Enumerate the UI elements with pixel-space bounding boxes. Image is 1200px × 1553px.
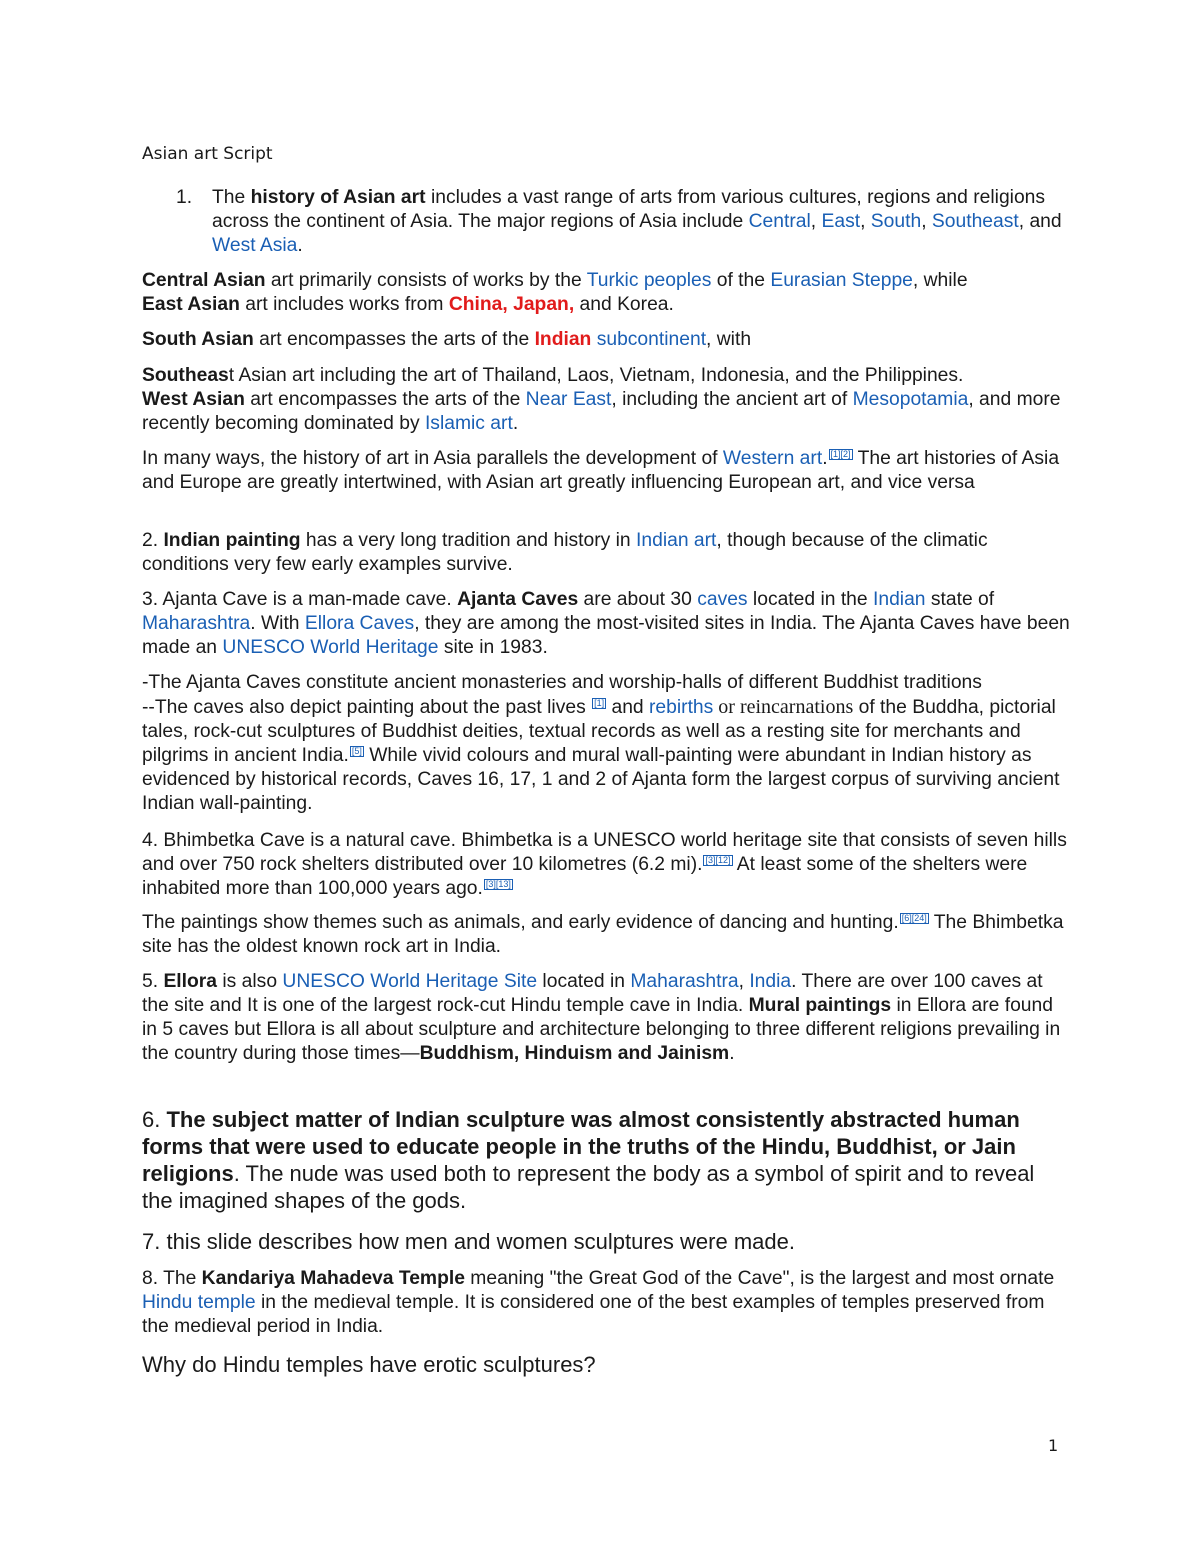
- text: state of: [925, 589, 995, 610]
- text: ,: [810, 211, 822, 232]
- text: has a very long tradition and history in: [300, 530, 637, 551]
- citation-link[interactable]: [6][24]: [901, 912, 927, 923]
- paragraph-sculptures-made: [142, 1228, 1072, 1255]
- text: . With: [250, 613, 305, 634]
- text: art primarily consists of works by the: [265, 270, 587, 291]
- paragraph-southeast-west: [142, 364, 1072, 436]
- paragraph-bhimbetka-paintings: [142, 911, 1072, 959]
- paragraph-ajanta: [142, 588, 1072, 660]
- link-south[interactable]: South: [870, 211, 922, 232]
- text: of the Buddha, pictorial tales, rock-cut sculptures of Buddhist deities, textual records as well as a resting site for merchants and pilgrims in ancient India.: [142, 697, 1056, 766]
- bold-text: Buddhism, Hinduism and Jainism: [419, 1043, 730, 1064]
- red-text: Indian: [534, 329, 592, 350]
- link-near-east[interactable]: Near East: [525, 389, 612, 410]
- text: Why do Hindu temples have erotic sculptures?: [142, 1352, 596, 1377]
- link-indian-art[interactable]: Indian art: [636, 530, 717, 551]
- text: t Asian art including the art of Thailand, Laos, Vietnam, Indonesia, and the Philippines.: [228, 365, 964, 386]
- bold-text: history of Asian art: [250, 187, 426, 208]
- citation-link[interactable]: [1][2]: [830, 448, 851, 459]
- bold-text: Kandariya Mahadeva Temple: [201, 1268, 465, 1289]
- text: located in the: [747, 589, 873, 610]
- link-southeast[interactable]: Southeast: [931, 211, 1019, 232]
- bold-text: Ajanta Caves: [457, 589, 579, 610]
- text: are about 30: [578, 589, 698, 610]
- bold-text: Southeas: [142, 365, 229, 386]
- link-turkic-peoples[interactable]: Turkic peoples: [586, 270, 712, 291]
- text: .: [297, 235, 303, 256]
- bold-text: Mural paintings: [748, 995, 892, 1016]
- text: ,: [738, 971, 750, 992]
- citation-link[interactable]: [3][12]: [705, 854, 731, 865]
- link-maharashtra[interactable]: Maharashtra: [142, 613, 251, 634]
- document-title: Asian art Script: [142, 144, 273, 164]
- text: art encompasses the arts of the: [244, 389, 526, 410]
- text: In many ways, the history of art in Asia parallels the development of: [142, 448, 723, 469]
- paragraph-parallels: [142, 447, 1072, 495]
- link-islamic-art[interactable]: Islamic art: [424, 413, 513, 434]
- link-rebirths[interactable]: rebirths: [649, 697, 714, 718]
- text: 7. this slide describes how men and women sculptures were made.: [142, 1229, 795, 1254]
- link-unesco-world-heritage[interactable]: UNESCO World Heritage: [222, 637, 439, 658]
- link-east[interactable]: East: [821, 211, 861, 232]
- link-mesopotamia[interactable]: Mesopotamia: [852, 389, 969, 410]
- text: 8. The: [142, 1268, 202, 1289]
- text: -The Ajanta Caves constitute ancient monasteries and worship-halls of different Buddhist traditions: [142, 672, 982, 693]
- text: , while: [912, 270, 968, 291]
- link-subcontinent[interactable]: subcontinent: [596, 329, 707, 350]
- paragraph-question: [142, 1351, 1072, 1378]
- link-eurasian-steppe[interactable]: Eurasian Steppe: [770, 270, 913, 291]
- link-west-asia[interactable]: West Asia: [212, 235, 298, 256]
- bold-text: West Asian: [142, 389, 245, 410]
- text: meaning "the Great God of the Cave", is the largest and most ornate: [464, 1268, 1055, 1289]
- text: ,: [860, 211, 871, 232]
- text: art encompasses the arts of the: [253, 329, 535, 350]
- text: site in 1983.: [438, 637, 548, 658]
- text: art includes works from: [239, 294, 449, 315]
- text: ,: [921, 211, 932, 232]
- text: While vivid colours and mural wall-painting were abundant in Indian history as evidenced by historical records, Caves 16, 17, 1 and 2 of Ajanta form the largest corpus of surviving ancient Indian wall-painting.: [142, 745, 1060, 814]
- paragraph-bhimbetka: [142, 829, 1072, 901]
- text: At least some of the shelters were inhabited more than 100,000 years ago.: [142, 854, 1028, 899]
- text: , they are among the most-visited sites in India. The Ajanta Caves have been made an: [142, 613, 1070, 658]
- paragraph-1: [212, 186, 1072, 258]
- paragraph-ellora: [142, 970, 1072, 1066]
- bold-text: Central Asian: [142, 270, 266, 291]
- link-india[interactable]: India: [749, 971, 792, 992]
- text: located in: [537, 971, 631, 992]
- paragraph-south-asian: [142, 328, 1072, 352]
- text: . There are over 100 caves at the site and It is one of the largest rock-cut Hindu temple cave in India.: [142, 971, 1043, 1016]
- text: is also: [217, 971, 283, 992]
- bold-text: East Asian: [142, 294, 240, 315]
- text: 6.: [142, 1107, 167, 1132]
- bold-text: Indian painting: [163, 530, 301, 551]
- link-indian[interactable]: Indian: [873, 589, 926, 610]
- text: , with: [706, 329, 752, 350]
- paragraph-kandariya: [142, 1267, 1072, 1339]
- paragraph-indian-painting: [142, 529, 1072, 577]
- text: includes a vast range of arts from various cultures, regions and religions across the continent of Asia. The major regions of Asia include: [212, 187, 1046, 232]
- text: in the medieval temple. It is considered one of the best examples of temples preserved from the medieval period in India.: [142, 1292, 1045, 1337]
- paragraph-central-east: [142, 269, 1072, 317]
- text: , including the ancient art of: [611, 389, 853, 410]
- bold-text: Ellora: [163, 971, 218, 992]
- text: or reincarnations: [713, 696, 854, 718]
- citation-link[interactable]: [5]: [351, 745, 362, 756]
- text: . The nude was used both to represent the body as a symbol of spirit and to reveal the imagined shapes of the gods.: [142, 1161, 1035, 1213]
- bold-text: The subject matter of Indian sculpture was almost consistently abstracted human forms that were used to educate people in the truths of the Hindu, Buddhist, or Jain religions: [142, 1107, 1020, 1186]
- text: , though because of the climatic conditions very few early examples survive.: [142, 530, 988, 575]
- text: and Korea.: [574, 294, 674, 315]
- bold-text: South Asian: [142, 329, 254, 350]
- text: The: [212, 187, 251, 208]
- link-western-art[interactable]: Western art: [722, 448, 823, 469]
- text: 5.: [142, 971, 164, 992]
- text: .: [729, 1043, 735, 1064]
- text: The paintings show themes such as animals, and early evidence of dancing and hunting.: [142, 912, 899, 933]
- text: 4. Bhimbetka Cave is a natural cave. Bhimbetka is a UNESCO world heritage site that consists of seven hills and over 750 rock shelters distributed over 10 kilometres (6.2 mi).: [142, 830, 1067, 875]
- page-number: 1: [1048, 1436, 1059, 1455]
- red-text: China, Japan,: [448, 294, 575, 315]
- text: , and: [1018, 211, 1062, 232]
- text: .: [512, 413, 519, 434]
- text: , and more recently becoming dominated by: [142, 389, 1061, 434]
- text: The Bhimbetka site has the oldest known rock art in India.: [142, 912, 1064, 957]
- link-ellora-caves[interactable]: Ellora Caves: [304, 613, 415, 634]
- text: .: [822, 448, 828, 469]
- link-hindu-temple[interactable]: Hindu temple: [142, 1292, 256, 1313]
- paragraph-sculpture-subject: [142, 1106, 1042, 1214]
- text: 2.: [142, 530, 164, 551]
- citation-link[interactable]: [1]: [594, 697, 605, 708]
- link-unesco-site[interactable]: UNESCO World Heritage Site: [282, 971, 538, 992]
- text: of the: [711, 270, 771, 291]
- text: --The caves also depict painting about the past lives: [142, 697, 592, 718]
- text: 3. Ajanta Cave is a man-made cave.: [142, 589, 458, 610]
- link-caves[interactable]: caves: [697, 589, 748, 610]
- citation-link[interactable]: [3][13]: [485, 878, 511, 889]
- text: The art histories of Asia and Europe are greatly intertwined, with Asian art greatly influencing European art, and vice versa: [142, 448, 1060, 493]
- paragraph-ajanta-details: [142, 671, 1072, 816]
- link-maharashtra[interactable]: Maharashtra: [630, 971, 739, 992]
- text: and: [606, 697, 649, 718]
- list-number: 1.: [176, 187, 193, 208]
- text: in Ellora are found in 5 caves but Ellora is all about sculpture and architecture belonging to three different religions prevailing in the country during those times—: [142, 995, 1061, 1064]
- link-central[interactable]: Central: [748, 211, 811, 232]
